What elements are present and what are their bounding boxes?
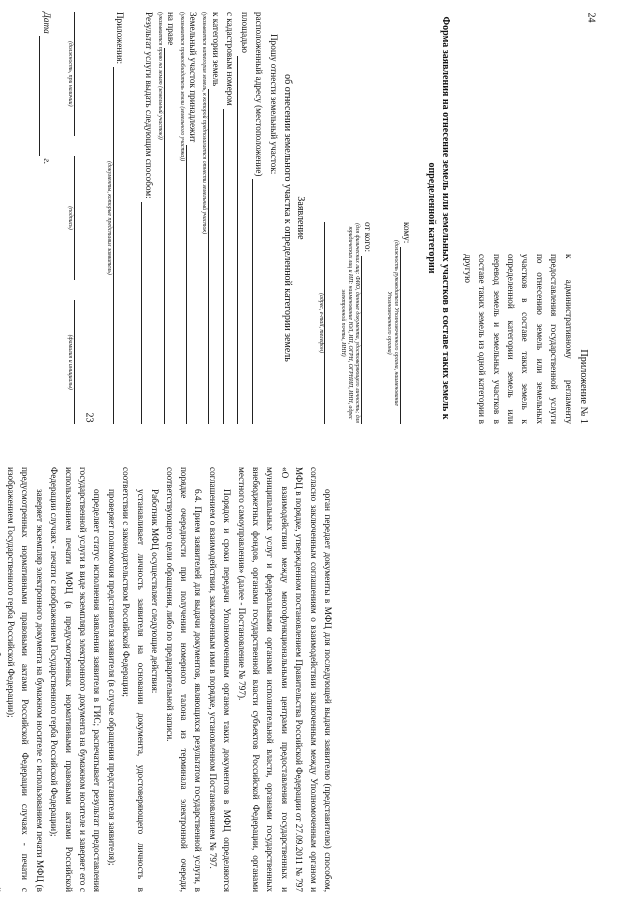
appendix-title: Приложение № 1 — [578, 349, 589, 424]
page-number-left: 23 — [83, 412, 95, 423]
category-label: к категории земель — [210, 12, 221, 87]
paragraph — [0, 467, 4, 892]
paragraph: устанавливает личность заявителя на основании документа, удостоверяющего личность в соответствии с законодательством Российской Федерации; — [121, 467, 146, 892]
request-text: Прошу отнести земельный участок: — [268, 34, 279, 175]
date-label: Дата — [41, 12, 52, 34]
addressee-block — [317, 222, 415, 424]
from-line — [361, 222, 375, 424]
attachments-label: Приложения: — [115, 12, 126, 65]
attachments-note: (документы, которые представил заявитель) — [105, 161, 112, 275]
left-page-body — [6, 467, 335, 892]
to-line — [400, 222, 414, 424]
right-label: на праве — [166, 12, 177, 46]
form-title: Форма заявления на отнесение земель или земельных участков в составе таких земель к определенной категории — [426, 16, 452, 420]
attachments-row — [113, 12, 127, 424]
paragraph: заверяет экземпляр электронного документа на бумажном носителе с использованием печати МФЦ (в предусмотренных нормативными правовыми актами Российской Федерации случаях - печати с изображением Государственного герба Российской Федерации); — [6, 467, 45, 892]
from-field[interactable] — [361, 256, 374, 424]
cadastral-field[interactable] — [223, 109, 235, 424]
location-field[interactable] — [252, 179, 264, 424]
area-row — [237, 12, 251, 424]
paragraph: проверяет полномочия представителя заявителя (в случае обращения представителя заявителя); — [106, 489, 117, 866]
signature-name — [66, 300, 87, 424]
sign-note: (подпись) — [66, 206, 73, 230]
name-field[interactable] — [74, 300, 87, 424]
contact-note: (адрес, e-mail, телефон) — [317, 222, 325, 424]
signature-position — [66, 12, 87, 136]
statement-subtitle: об отнесении земельного участка к определенной категории земель — [281, 74, 293, 362]
right-row — [164, 12, 178, 424]
signature-sign — [66, 156, 87, 280]
from-label: от кого: — [362, 222, 373, 253]
owner-field[interactable] — [186, 145, 198, 424]
page-number-right: 24 — [585, 12, 597, 23]
owner-label: Земельный участок принадлежит — [188, 12, 199, 143]
right-note: (указывается право на землю (земельный участок)) — [156, 12, 163, 140]
result-row — [141, 12, 155, 424]
right-field[interactable] — [164, 48, 176, 424]
date-field[interactable] — [39, 36, 50, 156]
cadastral-row — [223, 12, 237, 424]
name-note: (фамилия и инициалы) — [66, 334, 73, 390]
paragraph: 6.4. Прием заявителей для выдачи документов, являющихся результатом государственной услуги, в порядке очередности при получении номерного талона из терминала электронной очереди, соответствующего цели обращения, либо по предварительной записи. — [164, 467, 204, 892]
owner-note: (указывается правообладатель земли (земельного участка)) — [179, 12, 186, 162]
to-note: (должность руководителя Уполномоченного органа, наименование Уполномоченного органа) — [385, 240, 399, 406]
result-field[interactable] — [141, 202, 153, 424]
area-field[interactable] — [237, 56, 249, 424]
right-page-body — [41, 12, 590, 424]
category-field[interactable] — [209, 89, 221, 424]
sign-field[interactable] — [74, 156, 87, 280]
owner-row — [186, 12, 200, 424]
paragraph: Порядок и сроки передачи Уполномоченным органом таких документов в МФЦ определяются соглашением о взаимодействии, заключенным ими в порядке, установленном Постановлением № 797. — [207, 467, 233, 892]
date-suffix: г. — [41, 158, 52, 165]
location-label: расположенный адресу (местоположение) — [254, 12, 265, 177]
paragraph: Работник МФЦ осуществляет следующие действия: — [150, 489, 161, 694]
attachments-field[interactable] — [113, 67, 125, 424]
position-field[interactable] — [74, 12, 87, 136]
category-row — [209, 12, 223, 424]
appendix-text: к административному регламенту предоставления государственной услуги по отнесению земель или земельных участков в составе таких земель к определенной категории земель или перевод земель и земельных участков в составе таких земель из одной категории в другую — [462, 254, 574, 424]
location-row — [252, 12, 266, 424]
paragraph: определяет статус исполнения заявления заявителя в ГИС; распечатывает результат предоставления государственной услуги в виде экземпляра электронного документа на бумажном носителе и заверяет его с использованием печати МФЦ (в предусмотренных нормативными правовыми актами Российской Федерации случаях - печати с изображением Государственного герба Российской Федерации); — [49, 467, 103, 892]
result-label: Результат услуги выдать следующим способом: — [143, 12, 154, 199]
statement-title: Заявление — [294, 196, 306, 240]
category-note: (указывается категория земель, к которой предполагается отнести земельный участок) — [201, 12, 208, 235]
position-note: (должность, при наличии) — [66, 41, 73, 107]
signature-row — [66, 12, 87, 424]
appendix-header — [460, 254, 590, 424]
area-label: площадью — [239, 12, 250, 53]
paragraph: орган передает документы в МФЦ для последующей выдачи заявителю (представителю) способом, согласно заключенным соглашениям о взаимодействии заключенным между Уполномоченным органом и МФЦ в порядке, утвержденном постановлением Правительства Российской Федерации от 27.09.2011 № 797 «О взаимодействии между многофункциональными центрами предоставления государственных и муниципальных услуг и федеральными органами исполнительной власти, органами государственных внебюджетных фондов, органами государственной власти субъектов Российской Федерации, органами местного самоуправления» (далее - Постановление № 797). — [236, 467, 333, 892]
to-field[interactable] — [400, 247, 413, 424]
to-label: кому: — [402, 222, 413, 244]
from-note: (для физических лиц: ФИО, данные документа, удостоверяющего личность; для юридических лиц и ИП: наименование ЮЛ, ИП, ОГРН, ОГРНИП, ИНН, адрес электронной почты, ИНН) — [339, 223, 360, 423]
date-row — [39, 12, 53, 424]
cadastral-label: с кадастровым номером — [225, 12, 236, 106]
